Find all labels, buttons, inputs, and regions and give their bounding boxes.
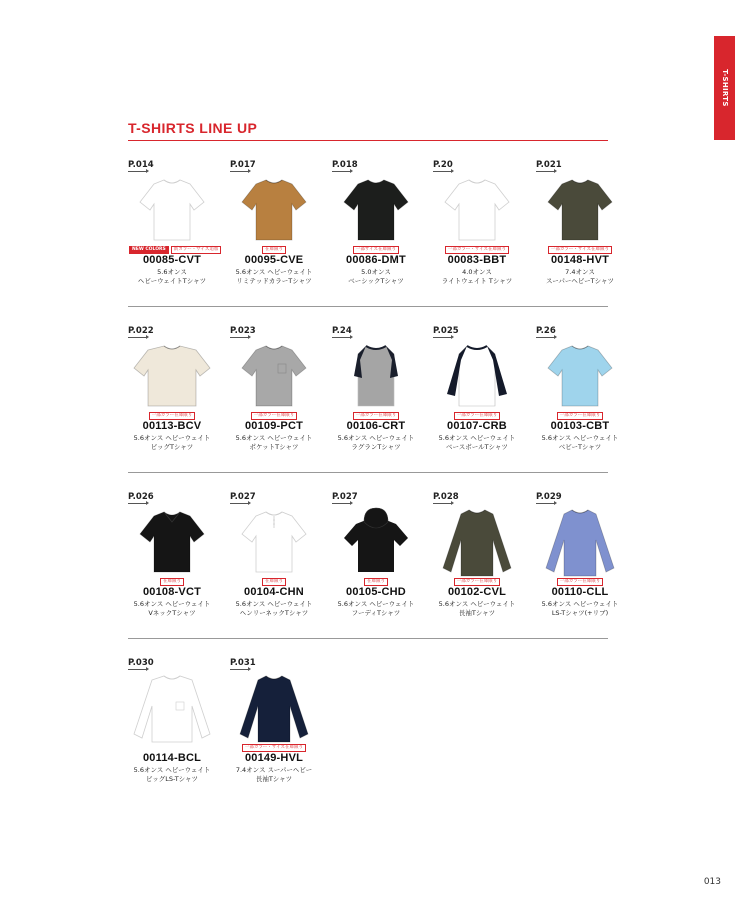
stock-badge: 在庫限り [364, 578, 388, 586]
product-photo[interactable] [234, 174, 314, 246]
description-line: 5.6オンス ヘビーウェイト [235, 434, 313, 442]
description-line: リミテッドカラーTシャツ [236, 277, 312, 285]
description-line: ヘンリーネックTシャツ [239, 609, 309, 617]
page-arrow-icon [230, 337, 248, 338]
stock-badge: 一部カラー在庫限り [557, 578, 604, 586]
description-line: 5.6オンス ヘビーウェイト [133, 600, 211, 608]
description-line: ベーシックTシャツ [348, 277, 404, 285]
product-code[interactable]: 00110-CLL [551, 586, 609, 598]
product-code[interactable]: 00113-BCV [142, 420, 202, 432]
tshirt-image [132, 340, 212, 412]
product-photo[interactable] [437, 340, 517, 412]
product-photo[interactable] [336, 174, 416, 246]
description-line: ライトウェイト Tシャツ [441, 277, 513, 285]
page-arrow-icon [230, 503, 248, 504]
product-card[interactable] [433, 326, 529, 466]
product-photo[interactable] [132, 672, 212, 744]
description-line: ビッグLS-Tシャツ [145, 775, 199, 783]
stock-badge: 一部カラー・サイズ在庫限り [445, 246, 509, 254]
badge-row [128, 578, 216, 586]
product-code[interactable]: 00085-CVT [142, 254, 202, 266]
product-code[interactable]: 00102-CVL [447, 586, 507, 598]
badge-row [230, 412, 318, 420]
description-line: 5.6オンス ヘビーウェイト [133, 766, 211, 774]
description-line: 5.6オンス [157, 268, 187, 276]
product-description [128, 600, 216, 618]
tshirt-image [437, 340, 517, 412]
product-card[interactable] [128, 492, 224, 632]
description-line: 4.0オンス [462, 268, 492, 276]
badge-row [433, 246, 521, 254]
stock-badge: 一部カラー在庫限り [149, 412, 196, 420]
description-line: 長袖Tシャツ [255, 775, 293, 783]
product-card[interactable] [128, 160, 224, 300]
product-photo[interactable] [234, 340, 314, 412]
badge-row [433, 412, 521, 420]
stock-badge: NEW COLORS [129, 246, 169, 254]
product-code[interactable]: 00107-CRB [447, 420, 507, 432]
description-line: ヘビーウェイトTシャツ [137, 277, 207, 285]
product-card[interactable] [536, 492, 632, 632]
product-photo[interactable] [132, 174, 212, 246]
product-code[interactable]: 00104-CHN [244, 586, 304, 598]
product-card[interactable] [332, 326, 428, 466]
description-line: スーパーヘビーTシャツ [546, 277, 614, 285]
stock-badge: 一部カラー・サイズ在庫限り [242, 744, 306, 752]
product-photo[interactable] [437, 506, 517, 578]
page-arrow-icon [128, 503, 146, 504]
stock-badge: 在庫限り [262, 578, 286, 586]
description-line: ビッグTシャツ [150, 443, 194, 451]
product-photo[interactable] [540, 174, 620, 246]
tshirt-image [234, 672, 314, 744]
tshirt-image [234, 174, 314, 246]
product-photo[interactable] [437, 174, 517, 246]
product-code[interactable]: 00109-PCT [244, 420, 304, 432]
page-reference[interactable]: P.030 [128, 658, 154, 668]
tshirt-image [540, 340, 620, 412]
product-code[interactable]: 00105-CHD [346, 586, 406, 598]
product-description [128, 766, 216, 784]
product-card[interactable] [536, 326, 632, 466]
page-reference[interactable]: P.021 [536, 160, 562, 170]
product-card[interactable] [536, 160, 632, 300]
description-line: 5.6オンス ヘビーウェイト [541, 600, 619, 608]
description-line: VネックTシャツ [148, 609, 196, 617]
product-description [332, 268, 420, 286]
stock-badge: 一部カラー在庫限り [557, 412, 604, 420]
title-rule [128, 140, 608, 141]
product-card[interactable] [433, 492, 529, 632]
description-line: 5.6オンス ヘビーウェイト [235, 600, 313, 608]
product-card[interactable] [230, 326, 326, 466]
tshirt-image [540, 506, 620, 578]
page-reference[interactable]: P.20 [433, 160, 453, 170]
page-arrow-icon [433, 503, 451, 504]
page-arrow-icon [230, 171, 248, 172]
page-arrow-icon [332, 503, 350, 504]
page-arrow-icon [230, 669, 248, 670]
page-arrow-icon [332, 171, 350, 172]
badge-row [332, 412, 420, 420]
page-reference[interactable]: P.029 [536, 492, 562, 502]
description-line: 5.6オンス ヘビーウェイト [541, 434, 619, 442]
product-photo[interactable] [132, 506, 212, 578]
page-reference[interactable]: P.24 [332, 326, 352, 336]
product-code[interactable]: 00149-HVL [244, 752, 304, 764]
product-description [536, 434, 624, 452]
page-reference[interactable]: P.017 [230, 160, 256, 170]
badge-row [536, 246, 624, 254]
page-arrow-icon [536, 337, 554, 338]
stock-badge: 在庫限り [160, 578, 184, 586]
product-code[interactable]: 00095-CVE [244, 254, 304, 266]
product-description [230, 600, 318, 618]
page-reference[interactable]: P.26 [536, 326, 556, 336]
stock-badge: 在庫限り [262, 246, 286, 254]
page-reference[interactable]: P.031 [230, 658, 256, 668]
product-description [230, 766, 318, 784]
description-line: 7.4オンス [565, 268, 595, 276]
product-card[interactable] [332, 492, 428, 632]
product-code[interactable]: 00114-BCL [142, 752, 202, 764]
tshirt-image [336, 506, 416, 578]
product-card[interactable] [230, 160, 326, 300]
product-code[interactable]: 00148-HVT [550, 254, 610, 266]
tshirt-image [132, 506, 212, 578]
row-divider [128, 472, 608, 473]
description-line: フーディTシャツ [351, 609, 401, 617]
description-line: LS-Tシャツ(+リブ) [551, 609, 609, 617]
tshirt-image [132, 672, 212, 744]
badge-row [230, 744, 318, 752]
product-card[interactable] [128, 326, 224, 466]
product-description [536, 268, 624, 286]
description-line: ポケットTシャツ [249, 443, 299, 451]
page-arrow-icon [128, 337, 146, 338]
page-reference[interactable]: P.025 [433, 326, 459, 336]
row-divider [128, 638, 608, 639]
product-photo[interactable] [132, 340, 212, 412]
badge-row [332, 578, 420, 586]
page-reference[interactable]: P.023 [230, 326, 256, 336]
page-reference[interactable]: P.026 [128, 492, 154, 502]
product-description [128, 268, 216, 286]
page-title: T-SHIRTS LINE UP [128, 120, 258, 136]
badge-row [332, 246, 420, 254]
description-line: 長袖Tシャツ [458, 609, 496, 617]
section-tab-label: T-SHIRTS [720, 69, 729, 107]
description-line: 5.6オンス ヘビーウェイト [438, 600, 516, 608]
page-arrow-icon [433, 171, 451, 172]
page-arrow-icon [128, 171, 146, 172]
page-arrow-icon [128, 669, 146, 670]
product-photo[interactable] [336, 340, 416, 412]
stock-badge: 一部サイズ在庫限り [353, 246, 399, 254]
page-reference[interactable]: P.014 [128, 160, 154, 170]
description-line: ベースボールTシャツ [446, 443, 508, 451]
product-photo[interactable] [234, 506, 314, 578]
page-reference[interactable]: P.018 [332, 160, 358, 170]
description-line: 7.4オンス スーパーヘビー [235, 766, 313, 774]
badge-row [230, 246, 318, 254]
page-reference[interactable]: P.028 [433, 492, 459, 502]
section-tab [714, 36, 735, 140]
product-photo[interactable] [336, 506, 416, 578]
tshirt-image [336, 340, 416, 412]
page-arrow-icon [433, 337, 451, 338]
product-code[interactable]: 00083-BBT [447, 254, 507, 266]
tshirt-image [234, 506, 314, 578]
tshirt-image [234, 340, 314, 412]
description-line: 5.6オンス ヘビーウェイト [337, 600, 415, 608]
product-code[interactable]: 00103-CBT [550, 420, 610, 432]
product-card[interactable] [332, 160, 428, 300]
tshirt-image [437, 506, 517, 578]
description-line: 5.6オンス ヘビーウェイト [235, 268, 313, 276]
tshirt-image [132, 174, 212, 246]
page-reference[interactable]: P.022 [128, 326, 154, 336]
stock-badge: 一部カラー在庫限り [454, 412, 501, 420]
product-description [128, 434, 216, 452]
description-line: 5.6オンス ヘビーウェイト [337, 434, 415, 442]
page-arrow-icon [536, 171, 554, 172]
product-photo[interactable] [234, 672, 314, 744]
product-code[interactable]: 00106-CRT [346, 420, 406, 432]
badge-row [536, 412, 624, 420]
product-description [433, 268, 521, 286]
stock-badge: 一部カラー在庫限り [353, 412, 400, 420]
description-line: ベビーTシャツ [558, 443, 602, 451]
product-card[interactable] [230, 492, 326, 632]
badge-row [230, 578, 318, 586]
stock-badge: 一部カラー在庫限り [454, 578, 501, 586]
product-description [230, 434, 318, 452]
product-card[interactable] [433, 160, 529, 300]
stock-badge: 一部カラー在庫限り [251, 412, 298, 420]
product-photo[interactable] [540, 340, 620, 412]
description-line: ラグランTシャツ [351, 443, 401, 451]
badge-row [128, 412, 216, 420]
tshirt-image [437, 174, 517, 246]
page-number: 013 [703, 877, 721, 887]
page-arrow-icon [332, 337, 350, 338]
page-reference[interactable]: P.027 [332, 492, 358, 502]
stock-badge: 新カラー・サイズ追加 [171, 246, 222, 254]
stock-badge: 一部カラー・サイズ在庫限り [548, 246, 612, 254]
product-photo[interactable] [540, 506, 620, 578]
tshirt-image [336, 174, 416, 246]
product-description [536, 600, 624, 618]
product-description [332, 434, 420, 452]
product-code[interactable]: 00086-DMT [346, 254, 406, 266]
badge-row [536, 578, 624, 586]
product-code[interactable]: 00108-VCT [142, 586, 202, 598]
badge-row [128, 246, 219, 254]
row-divider [128, 306, 608, 307]
description-line: 5.6オンス ヘビーウェイト [438, 434, 516, 442]
product-description [332, 600, 420, 618]
product-description [230, 268, 318, 286]
description-line: 5.0オンス [361, 268, 391, 276]
product-card[interactable] [128, 658, 224, 798]
page-arrow-icon [536, 503, 554, 504]
product-description [433, 434, 521, 452]
product-card[interactable] [230, 658, 326, 798]
page-reference[interactable]: P.027 [230, 492, 256, 502]
product-description [433, 600, 521, 618]
tshirt-image [540, 174, 620, 246]
description-line: 5.6オンス ヘビーウェイト [133, 434, 211, 442]
badge-row [433, 578, 521, 586]
